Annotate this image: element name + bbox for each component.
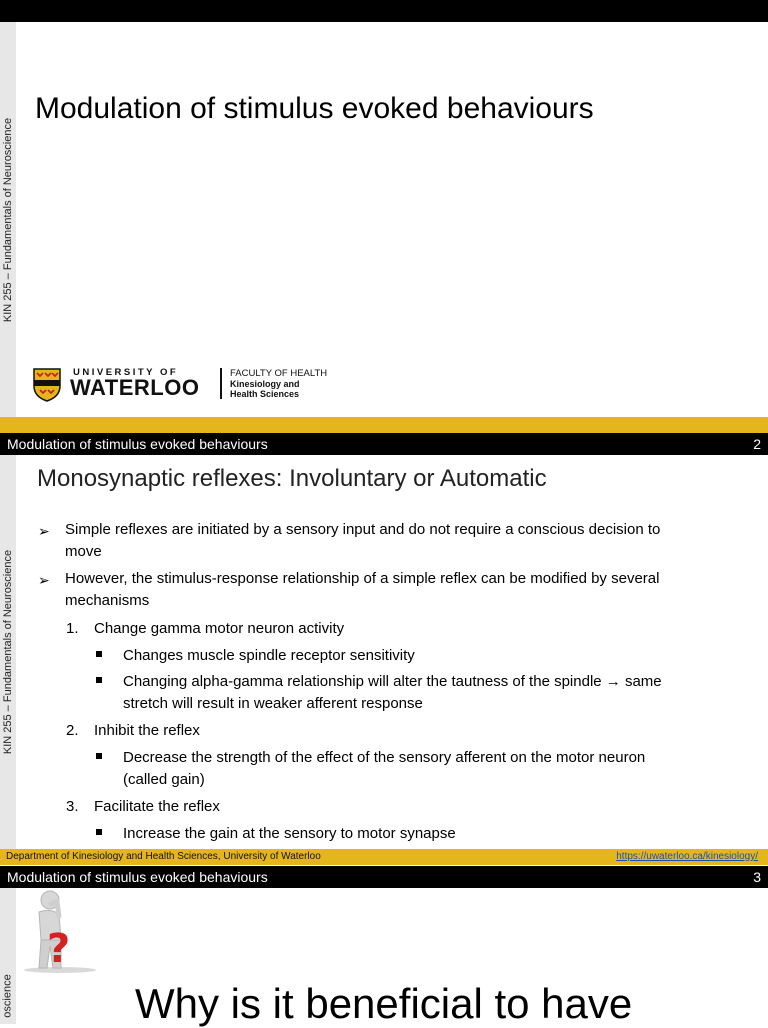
logo-divider xyxy=(220,368,222,399)
item2-text: Inhibit the reflex xyxy=(94,722,200,739)
item2-sub1-line2: (called gain) xyxy=(123,771,205,788)
logo-dept-line1: Kinesiology and xyxy=(230,379,300,389)
slide1-gold-footer xyxy=(0,417,768,433)
arrow-bullet-icon: ➢ xyxy=(38,572,50,588)
slide3-header-bar xyxy=(0,866,768,888)
item1-number: 1. xyxy=(66,620,79,637)
slide3-title: Why is it beneficial to have xyxy=(135,980,633,1027)
item1-sub2-line1: Changing alpha-gamma relationship will alter the tautness of the spindle → same xyxy=(123,673,662,690)
bullet1-line2: move xyxy=(65,543,102,560)
bullet2-line1: However, the stimulus-response relationship of a simple reflex can be modified by several xyxy=(65,570,660,587)
waterloo-crest-icon xyxy=(33,368,61,402)
slide2-title: Monosynaptic reflexes: Involuntary or Automatic xyxy=(37,465,547,492)
bullet1-line1: Simple reflexes are initiated by a sensory input and do not require a conscious decision to xyxy=(65,521,661,538)
footer-department: Department of Kinesiology and Health Sciences, University of Waterloo xyxy=(6,851,321,862)
slide1-course-label: KIN 255 – Fundamentals of Neuroscience xyxy=(2,117,15,322)
item2-sub1-line1: Decrease the strength of the effect of the sensory afferent on the motor neuron xyxy=(123,749,646,766)
item3-number: 3. xyxy=(66,798,79,815)
item1-sub1: Changes muscle spindle receptor sensitivity xyxy=(123,647,415,664)
question-mark-figure-icon xyxy=(17,888,103,974)
university-logo xyxy=(33,366,328,406)
logo-faculty: FACULTY OF HEALTH xyxy=(230,368,328,379)
footer-link[interactable]: https://uwaterloo.ca/kinesiology/ xyxy=(616,851,758,862)
svg-text:?: ? xyxy=(47,926,71,972)
slide3-page-number: 3 xyxy=(753,869,761,885)
item2-number: 2. xyxy=(66,722,79,739)
square-bullet-icon xyxy=(96,753,102,759)
right-arrow-icon: → xyxy=(605,673,621,690)
square-bullet-icon xyxy=(96,829,102,835)
square-bullet-icon xyxy=(96,677,102,683)
logo-dept-line2: Health Sciences xyxy=(230,389,300,399)
slide1-title: Modulation of stimulus evoked behaviours xyxy=(35,92,594,125)
square-bullet-icon xyxy=(96,651,102,657)
logo-university-of: UNIVERSITY OF xyxy=(73,367,179,378)
slide2-page-number: 2 xyxy=(753,436,761,452)
bullet2-line2: mechanisms xyxy=(65,592,150,609)
item1-text: Change gamma motor neuron activity xyxy=(94,620,345,637)
arrow-bullet-icon: ➢ xyxy=(38,523,50,539)
logo-waterloo: WATERLOO xyxy=(70,375,200,400)
item3-text: Facilitate the reflex xyxy=(94,798,220,815)
item1-sub2-line2: stretch will result in weaker afferent response xyxy=(123,695,423,712)
top-black-bar xyxy=(0,0,768,22)
slide2-header-bar xyxy=(0,433,768,455)
slide3-course-label: oscience xyxy=(2,974,15,1018)
slide2-footer-bar xyxy=(0,849,768,865)
slide2-course-label: KIN 255 – Fundamentals of Neuroscience xyxy=(2,549,15,755)
slide2-header-title: Modulation of stimulus evoked behaviours xyxy=(7,436,268,452)
item3-sub1: Increase the gain at the sensory to motor synapse xyxy=(123,825,456,842)
slide3-header-title: Modulation of stimulus evoked behaviours xyxy=(7,869,268,885)
